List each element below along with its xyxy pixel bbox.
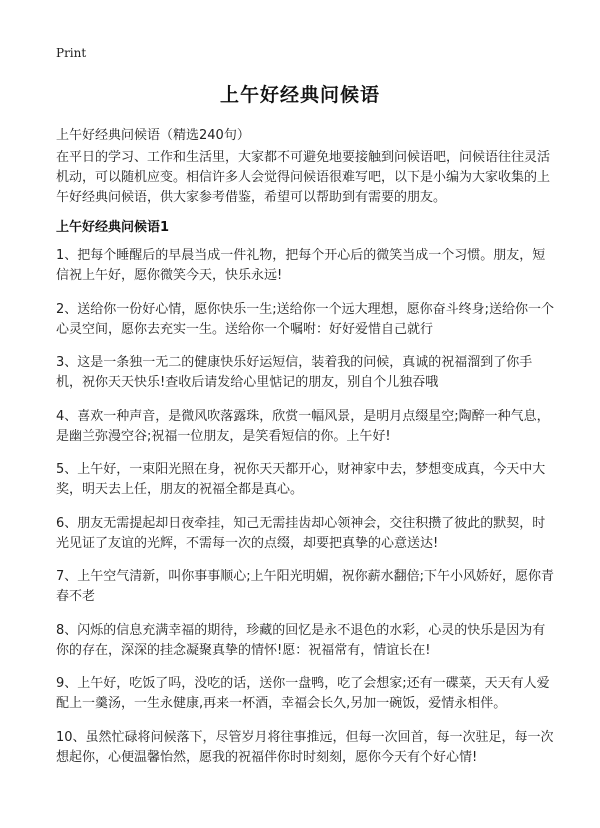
- print-link[interactable]: Print: [56, 46, 87, 60]
- list-item: 1、把每个睡醒后的早晨当成一件礼物，把每个开心后的微笑当成一个习惯。朋友，短信祝上午好，愿你微笑今天，快乐永远!: [56, 248, 546, 283]
- list-item: 8、闪烁的信息充满幸福的期待，珍藏的回忆是永不退色的水彩，心灵的快乐是因为有你的存在，深深的挂念凝聚真挚的情怀!愿：祝福常有，情谊长在!: [56, 622, 546, 658]
- page-title: 上午好经典问候语: [219, 84, 380, 106]
- list-item: 10、虽然忙碌将问候落下，尽管岁月将往事推远，但每一次回首，每一次驻足，每一次想起你，心便温馨怡然，愿我的祝福伴你时时刻刻，愿你今天有个好心情!: [56, 729, 554, 765]
- greeting-list: [56, 246, 556, 781]
- page-subtitle: 上午好经典问候语（精选240句）: [56, 128, 250, 143]
- list-item: 5、上午好，一束阳光照在身，祝你天天都开心，财神家中去，梦想变成真，今天中大奖，明天去上任，朋友的祝福全都是真心。: [56, 462, 546, 497]
- list-item: 6、朋友无需提起却日夜牵挂，知己无需挂齿却心领神会，交往积攒了彼此的默契，时光见证了友谊的光辉，不需每一次的点缀，却要把真挚的心意送达!: [56, 515, 546, 551]
- list-item: 2、送给你一份好心情，愿你快乐一生;送给你一个远大理想，愿你奋斗终身;送给你一个心灵空间，愿你去充实一生。送给你一个嘱咐：好好爱惜自己就行: [56, 301, 555, 337]
- list-item: 9、上午好，吃饭了吗，没吃的话，送你一盘鸭，吃了会想家;还有一碟菜，天天有人爱配上一羹汤，一生永健康,再来一杯酒，幸福会长久,另加一碗饭，爱情永相伴。: [56, 676, 550, 711]
- intro-paragraph: 在平日的学习、工作和生活里，大家都不可避免地要接触到问候语吧，问候语往往灵活机动，可以随机应变。相信许多人会觉得问候语很难写吧，以下是小编为大家收集的上午好经典问候语，供大家参考借鉴，希望可以帮助到有需要的朋友。: [56, 150, 551, 205]
- section-heading: 上午好经典问候语1: [56, 220, 170, 235]
- list-item: 4、喜欢一种声音，是微风吹落露珠，欣赏一幅风景，是明月点缀星空;陶醉一种气息，是幽兰弥漫空谷;祝福一位朋友，是笑看短信的你。上午好!: [56, 408, 550, 444]
- list-item: 7、上午空气清新，叫你事事顺心;上午阳光明媚，祝你薪水翻倍;下午小风娇好，愿你青春不老: [56, 569, 555, 604]
- list-item: 3、这是一条独一无二的健康快乐好运短信，装着我的问候，真诚的祝福溜到了你手机，祝你天天快乐!查收后请发给心里惦记的朋友，别自个儿独吞哦: [56, 355, 533, 390]
